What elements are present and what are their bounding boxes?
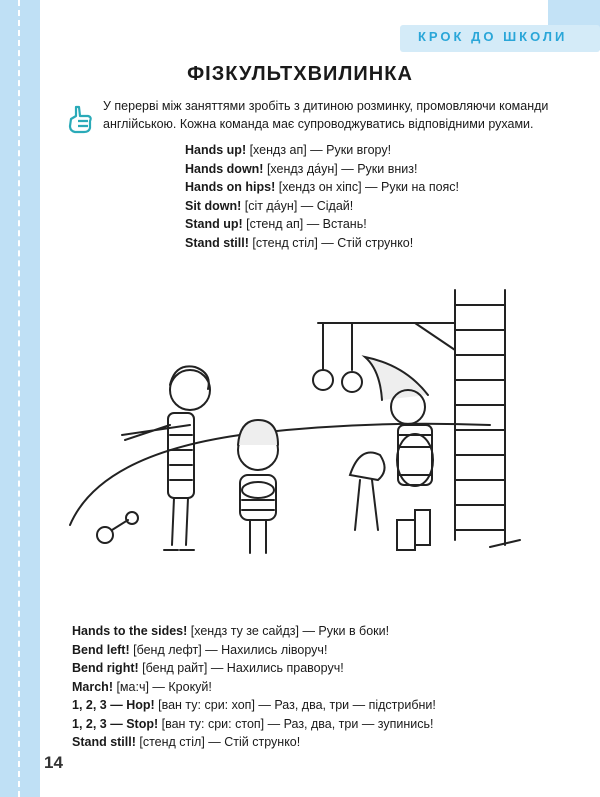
- command-item: Bend right! [бенд райт] — Нахились праворуч!: [72, 661, 344, 675]
- command-item: Stand up! [стенд ап] — Встань!: [185, 217, 367, 231]
- section-label: КРОК ДО ШКОЛИ: [418, 29, 568, 44]
- command-item: Hands up! [хендз ап] — Руки вгору!: [185, 143, 392, 157]
- command-item: Stand still! [стенд стіл] — Стій струнко!: [185, 235, 414, 250]
- command-item: Hands to the sides! [хендз ту зе сайдз] — Руки в боки!: [72, 624, 390, 638]
- commands-list-bottom: [72, 622, 436, 752]
- gym-illustration: [60, 285, 540, 585]
- command-item: Bend left! [бенд лефт] — Нахились ліворуч!: [72, 642, 328, 657]
- wall-ladder: [455, 290, 505, 545]
- command-item: 1, 2, 3 — Stop! [ван ту: сри: стоп] — Раз, два, три — зупинись!: [72, 716, 434, 731]
- intro-text: У перерві між заняттями зробіть з дитиною розминку, промовляючи команди англійською. Кожна команда має супроводжуватись відповідними рухами.: [103, 99, 549, 131]
- command-item: Sit down! [сіт да́ун] — Сідай!: [185, 198, 354, 213]
- command-item: March! [ма:ч] — Крокуй!: [72, 679, 212, 694]
- hand-pointing-icon: [66, 104, 96, 134]
- command-item: Hands down! [хендз да́ун] — Руки вниз!: [185, 161, 418, 176]
- page-number: 14: [44, 753, 63, 772]
- command-item: Stand still! [стенд стіл] — Стій струнко!: [72, 735, 301, 749]
- command-item: Hands on hips! [хендз он хіпс] — Руки на пояс!: [185, 180, 460, 194]
- page-title: ФІЗКУЛЬТХВИЛИНКА: [187, 63, 413, 85]
- commands-list-top: [185, 141, 459, 252]
- decorative-side-strip: [0, 0, 40, 797]
- command-item: 1, 2, 3 — Hop! [ван ту: сри: хоп] — Раз, два, три — підстрибни!: [72, 698, 436, 712]
